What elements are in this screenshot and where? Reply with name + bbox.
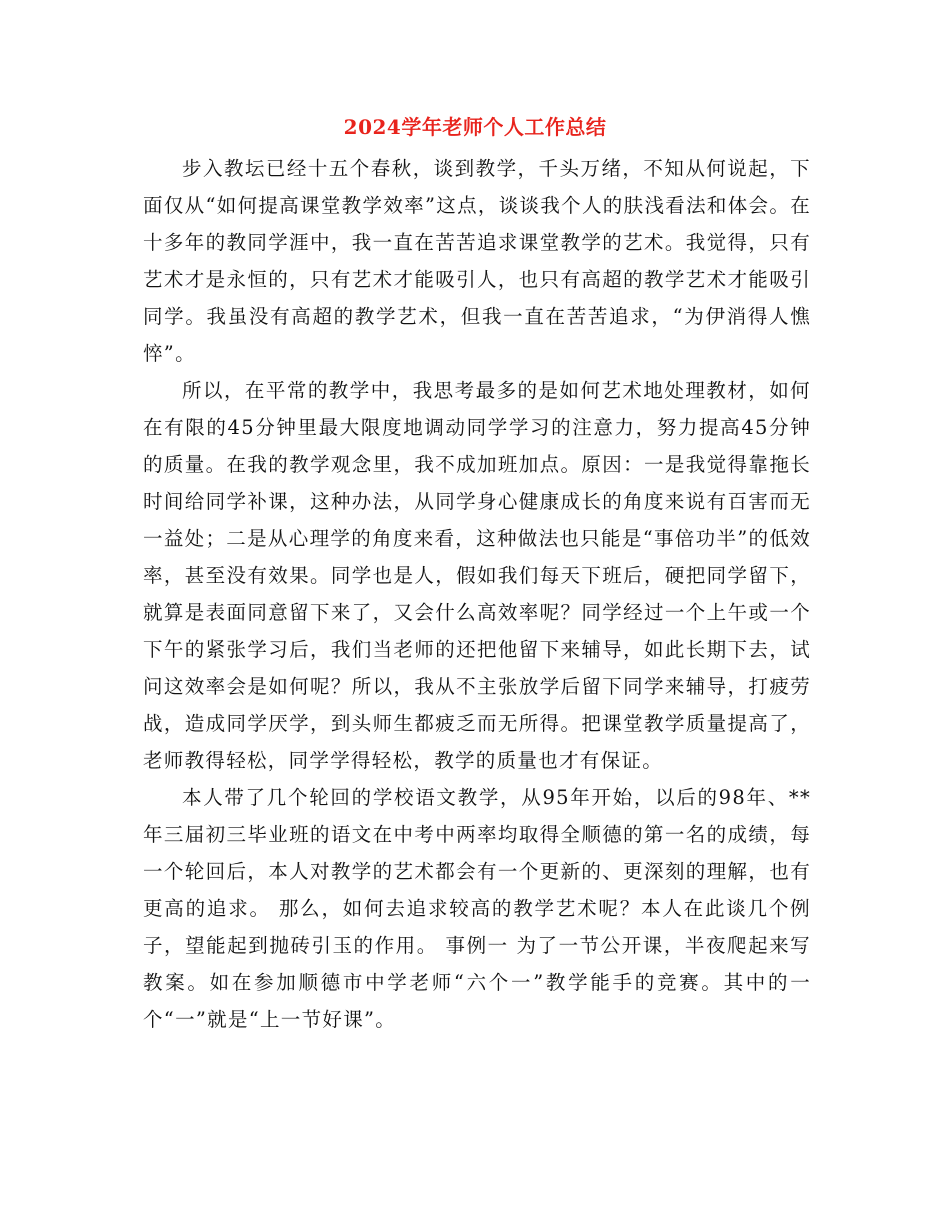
paragraph-3: 本人带了几个轮回的学校语文教学，从95年开始，以后的98年、**年三届初三毕业班的语文在中考中两率均取得全顺德的第一名的成绩，每一个轮回后，本人对教学的艺术都会有一个更新的、更深刻的理解，也有更高的追求。 那么，如何去追求较高的教学艺术呢？本人在此谈几个例子，望能起到抛砖引玉的作用。 事例一 为了一节公开课，半夜爬起来写教案。如在参加顺德市中学老师“六个一”教学能手的竞赛。其中的一个“一”就是“上一节好课”。 [143, 786, 811, 1031]
document-title: 2024学年老师个人工作总结 [343, 115, 607, 139]
paragraph-1: 步入教坛已经十五个春秋，谈到教学，千头万绪，不知从何说起，下面仅从“如何提高课堂教学效率”这点，谈谈我个人的肤浅看法和体会。在十多年的教同学涯中，我一直在苦苦追求课堂教学的艺术。我觉得，只有艺术才是永恒的，只有艺术才能吸引人，也只有高超的教学艺术才能吸引同学。我虽没有高超的教学艺术，但我一直在苦苦追求，“为伊消得人憔悴”。 [143, 157, 811, 365]
paragraph-2: 所以，在平常的教学中，我思考最多的是如何艺术地处理教材，如何在有限的45分钟里最大限度地调动同学学习的注意力，努力提高45分钟的质量。在我的教学观念里，我不成加班加点。原因：一是我觉得靠拖长时间给同学补课，这种办法，从同学身心健康成长的角度来说有百害而无一益处；二是从心理学的角度来看，这种做法也只能是“事倍功半”的低效率，甚至没有效果。同学也是人，假如我们每天下班后，硬把同学留下，就算是表面同意留下来了，又会什么高效率呢？同学经过一个上午或一个下午的紧张学习后，我们当老师的还把他留下来辅导，如此长期下去，试问这效率会是如何呢？所以，我从不主张放学后留下同学来辅导，打疲劳战，造成同学厌学，到头师生都疲乏而无所得。把课堂教学质量提高了，老师教得轻松，同学学得轻松，教学的质量也才有保证。 [143, 379, 811, 772]
document-body [143, 150, 811, 1038]
